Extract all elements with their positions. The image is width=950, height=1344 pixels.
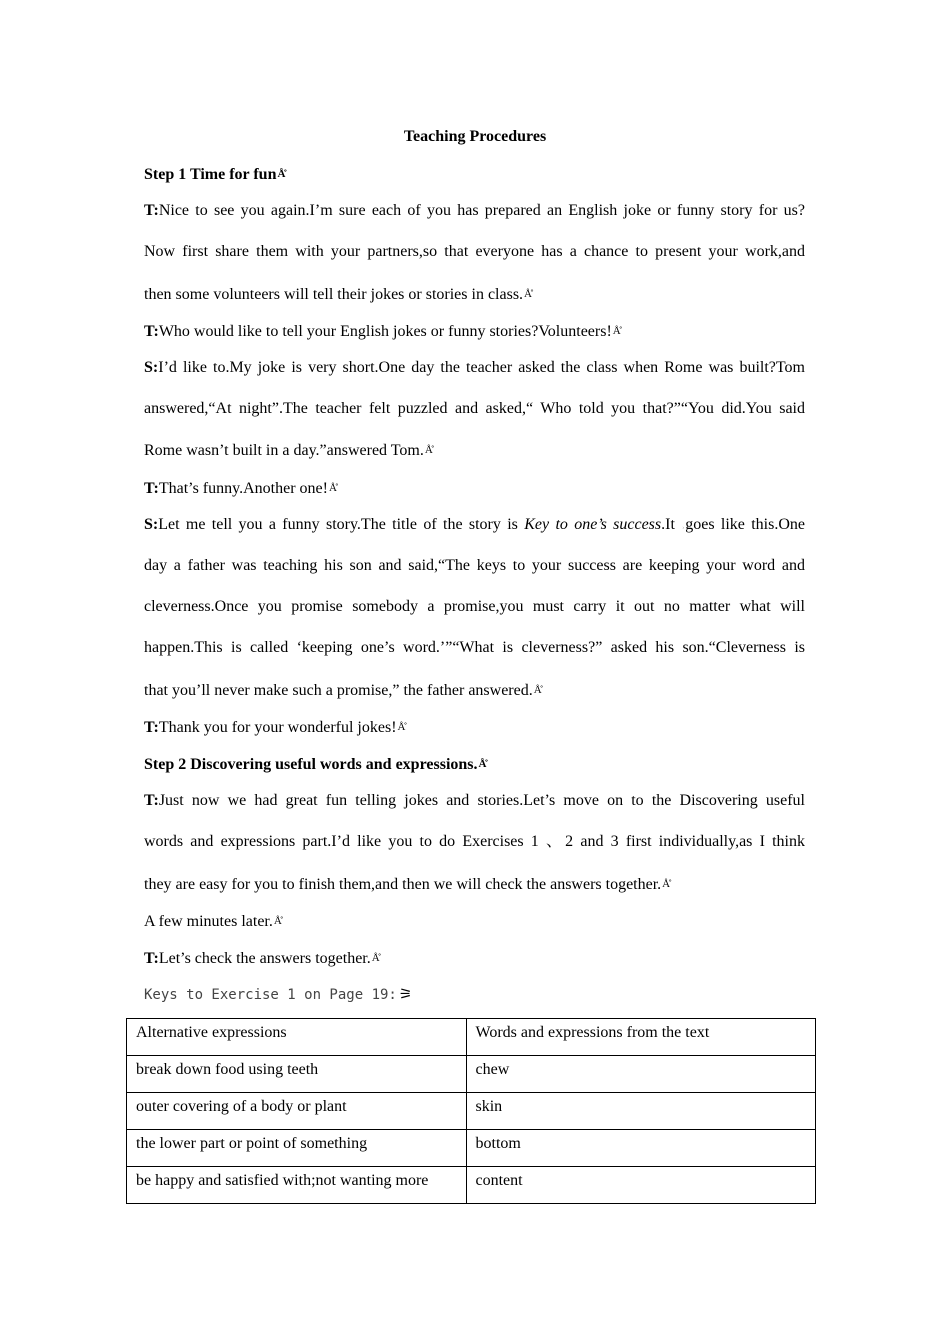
paragraph-mark: Å̊: [612, 325, 621, 337]
speaker-label: T:: [144, 950, 159, 967]
step2-p1-line3: [144, 874, 805, 895]
step1-p4: [144, 478, 805, 499]
step2-later: [144, 911, 805, 932]
paragraph-text: Let’s check the answers together.: [158, 950, 371, 967]
paragraph-text: that you’ll never make such a promise,” the father answered.: [144, 682, 533, 699]
step1-heading-text: Step 1 Time for fun: [144, 166, 277, 183]
arrow-icon: ⚞: [398, 987, 413, 1003]
paragraph-text: I’d like to.My joke is very short.One day the teacher asked the class when Rome was built?Tom: [158, 359, 805, 376]
step2-heading: [144, 754, 805, 775]
paragraph-mark: Å̊: [371, 952, 380, 964]
paragraph-text: Just now we had great fun telling jokes and stories.Let’s move on to the Discovering useful: [158, 792, 805, 809]
paragraph-text: A few minutes later.: [144, 913, 273, 930]
paragraph-text: they are easy for you to finish them,and then we will check the answers together.: [144, 876, 662, 893]
table-header-cell: Alternative expressions: [127, 1019, 467, 1056]
paragraph-text: Rome wasn’t built in a day.”answered Tom.: [144, 442, 424, 459]
paragraph-text: Let me tell you a funny story.The title of the story is: [158, 516, 525, 533]
step2-p2: [144, 948, 805, 969]
table-row: [127, 1093, 816, 1130]
keys-label: Keys to Exercise 1 on Page 19:: [144, 987, 397, 1003]
step1-p5-line5: [144, 680, 805, 701]
paragraph-mark: Å̊: [424, 444, 433, 456]
speaker-label: T:: [144, 202, 159, 219]
paragraph-mark: Å̊: [328, 482, 337, 494]
table-cell: content: [466, 1167, 816, 1204]
step1-p3-line2: answered,“At night”.The teacher felt puzzled and asked,“ Who told you that?”“You did.You said: [144, 400, 805, 417]
table-cell: chew: [466, 1056, 816, 1093]
step1-p1-line1: [144, 201, 805, 221]
step1-p1-line3: [144, 284, 805, 305]
paragraph-text: Thank you for your wonderful jokes!: [158, 719, 397, 736]
step1-heading: [144, 164, 805, 185]
speaker-label: T:: [144, 480, 159, 497]
step1-p5-line3: cleverness.Once you promise somebody a promise,you must carry it out no matter what will: [144, 598, 805, 615]
page-title: Teaching Procedures: [403, 128, 547, 145]
step2-heading-text: Step 2 Discovering useful words and expressions.: [144, 756, 478, 773]
paragraph-mark: Å̊: [397, 721, 406, 733]
paragraph-text: then some volunteers will tell their jokes or stories in class.: [144, 286, 524, 303]
tiny-mark: ›: [682, 525, 685, 531]
speaker-label: T:: [144, 719, 159, 736]
step1-p5-line2: day a father was teaching his son and said,“The keys to your success are keeping your word and: [144, 557, 805, 574]
table-row: [127, 1056, 816, 1093]
table-header-row: [127, 1019, 816, 1056]
table-cell: be happy and satisfied with;not wanting more: [127, 1167, 467, 1204]
answer-table: [126, 1018, 816, 1204]
paragraph-mark: Å̊: [273, 915, 282, 927]
table-header-cell: Words and expressions from the text: [466, 1019, 816, 1056]
paragraph-text: .It: [661, 516, 682, 533]
step1-p3-line3: [144, 440, 805, 461]
paragraph-mark: Å̊: [524, 288, 532, 300]
table-row: [127, 1167, 816, 1204]
table-cell: the lower part or point of something: [127, 1130, 467, 1167]
step1-p1-line2: Now first share them with your partners,so that everyone has a chance to present your work,and: [144, 243, 805, 260]
paragraph-mark: Å̊: [277, 168, 286, 180]
paragraph-mark: Å̊: [478, 758, 487, 770]
step1-p5-line1: [144, 515, 805, 538]
speaker-label: S:: [144, 359, 159, 376]
speaker-label: T:: [144, 792, 159, 809]
step1-p2: [144, 321, 805, 342]
table-cell: break down food using teeth: [127, 1056, 467, 1093]
step2-p1-line1: [144, 791, 805, 811]
speaker-label: T:: [144, 323, 159, 340]
paragraph-text: Who would like to tell your English jokes or funny stories?Volunteers!: [158, 323, 612, 340]
step1-p6: [144, 717, 805, 738]
paragraph-text: Nice to see you again.I’m sure each of you has prepared an English joke or funny story for us?: [158, 202, 805, 219]
paragraph-text: goes like this.One: [685, 516, 806, 533]
paragraph-text: That’s funny.Another one!: [158, 480, 328, 497]
step1-p3-line1: [144, 358, 805, 378]
paragraph-mark: Å̊: [533, 684, 542, 696]
paragraph-mark: Å̊: [662, 878, 671, 890]
table-cell: skin: [466, 1093, 816, 1130]
step2-p1-line2: words and expressions part.I’d like you to do Exercises 1 、2 and 3 first individually,as I think: [144, 833, 805, 850]
table-row: [127, 1130, 816, 1167]
table-cell: bottom: [466, 1130, 816, 1167]
story-title: Key to one’s success: [524, 516, 662, 533]
table-cell: outer covering of a body or plant: [127, 1093, 467, 1130]
keys-label-line: [144, 985, 805, 1005]
step1-p5-line4: happen.This is called ‘keeping one’s word.’”“What is cleverness?” asked his son.“Cleverness is: [144, 639, 805, 656]
speaker-label: S:: [144, 516, 159, 533]
